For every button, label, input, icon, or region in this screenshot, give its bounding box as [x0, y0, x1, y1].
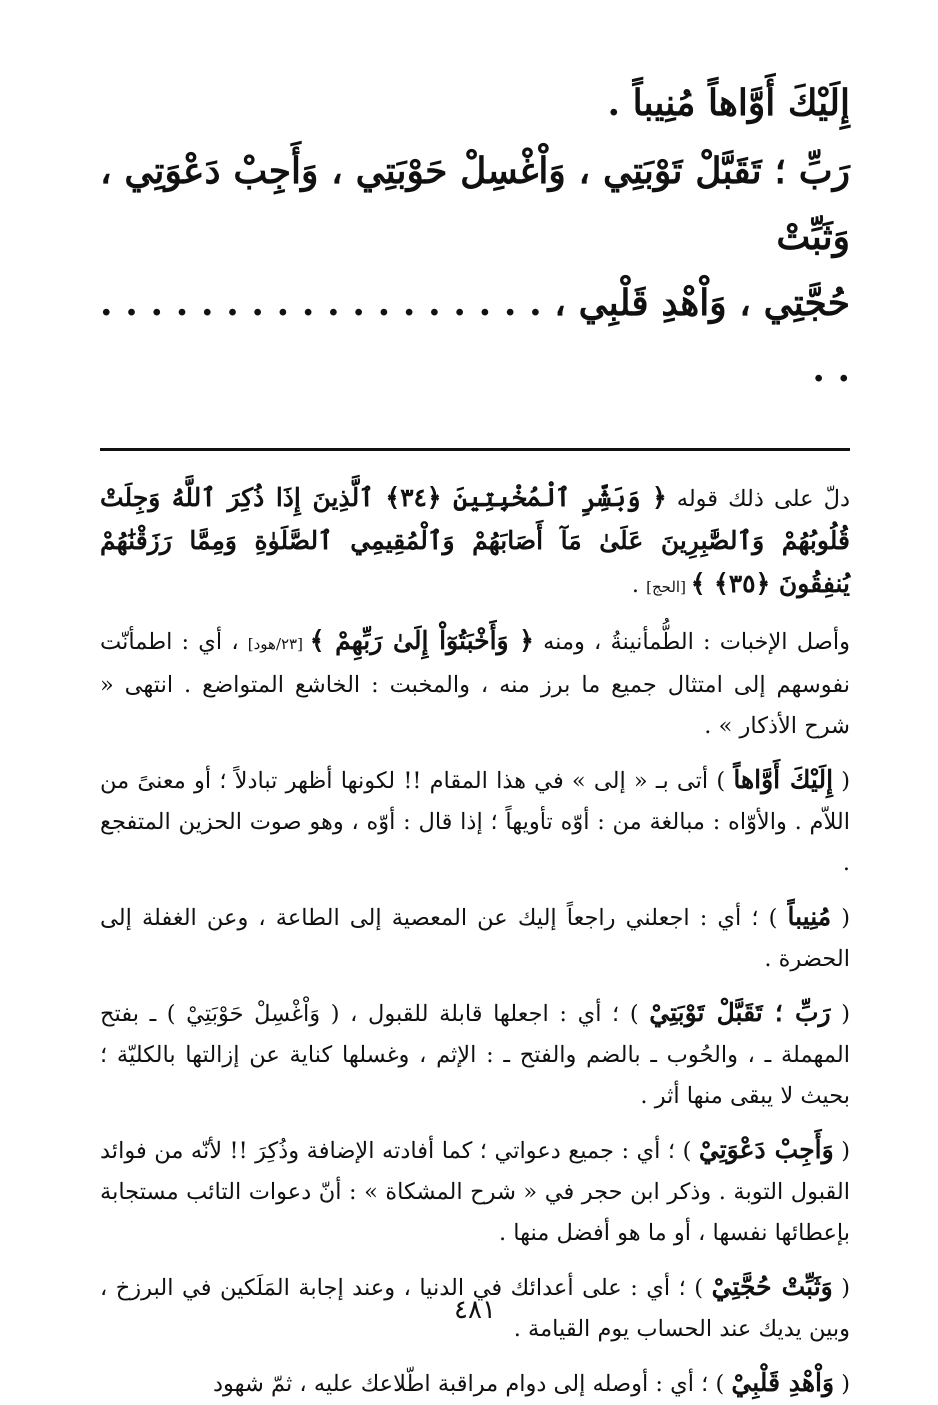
- paragraph-text: ) ؛ أي : على أعدائك في الدنيا ، وعند إجابة المَلَكين في البرزخ ، وبين يديك عند الحساب يوم القيامة .: [100, 1275, 850, 1342]
- commentary-paragraph: [100, 1362, 850, 1405]
- paragraph-text: (: [832, 1275, 851, 1301]
- paragraph-text: وأصل الإخبات : الطُّمأنينةُ ، ومنه: [533, 629, 850, 655]
- quoted-phrase: وَثَبِّتْ حُجَّتِيْ: [711, 1272, 833, 1301]
- paragraph-text: ) ؛ أي : اجعلها قابلة للقبول ، ( وَاْغْسِلْ حَوْبَتِيْ ) ـ بفتح المهملة ـ ، والحُوب ـ بالضم والفتح ـ : الإثم ، وغسلها كناية عن إزالتها بالكليّة ؛ بحيث لا يبقى منها أثر .: [100, 1001, 850, 1109]
- separator-rule: [100, 448, 850, 451]
- paragraph-text: ، أي : اطمأنّت نفوسهم إلى امتثال جميع ما برز منه ، والمخبت : الخاشع المتواضع . انتهى « شرح الأذكار » .: [100, 629, 850, 739]
- quoted-phrase: إِلَيْكَ أَوَّاهاً: [733, 765, 834, 794]
- paragraph-text: ) ؛ أي : جميع دعواتي ؛ كما أفادته الإضافة وذُكِرَ !! لأنّه من فوائد القبول التوبة . وذكر ابن حجر في « شرح المشكاة » : أنّ دعوات التائب مستجابة بإعطائها نفسها ، أو ما هو أفضل منها .: [100, 1138, 850, 1246]
- paragraph-text: ) ؛ أي : اجعلني راجعاً إليك عن المعصية إلى الطاعة ، وعن الغفلة إلى الحضرة .: [100, 905, 850, 972]
- quoted-phrase: وَاْهْدِ قَلْبِيْ: [731, 1368, 835, 1397]
- paragraph-text: .: [631, 572, 647, 598]
- quoted-phrase: مُنِيباً: [787, 902, 832, 931]
- paragraph-text: (: [833, 1138, 850, 1164]
- quoted-phrase: رَبِّ ؛ تَقَبَّلْ تَوْبَتِيْ: [649, 998, 831, 1027]
- main-text-line-2: رَبِّ ؛ تَقَبَّلْ تَوْبَتِي ، وَاْغْسِلْ حَوْبَتِي ، وَأَجِبْ دَعْوَتِي ، وَثَبِّتْ: [100, 150, 850, 258]
- commentary-paragraph: [100, 759, 850, 884]
- surah-reference: [٢٣/هود]: [247, 635, 310, 653]
- commentary-paragraph: [100, 896, 850, 980]
- page-number: ٤٨١: [454, 1295, 496, 1325]
- paragraph-text: (: [834, 1371, 850, 1397]
- commentary-paragraph: [100, 992, 850, 1117]
- surah-reference: [الحج]: [646, 578, 691, 596]
- quran-quote: ﴿ وَأَخْبَتُوٓاْ إِلَىٰ رَبِّهِمْ ﴾: [309, 626, 534, 655]
- quran-quote: ﴿ وَبَشِّرِ ٱلْمُخْبِتِينَ ﴿٣٤﴾ ٱلَّذِينَ إِذَا ذُكِرَ ٱللَّهُ وَجِلَتْ قُلُوبُهُمْ وَٱلصَّٰبِرِينَ عَلَىٰ مَآ أَصَابَهُمْ وَٱلْمُقِيمِي ٱلصَّلَوٰةِ وَمِمَّا رَزَقْنَٰهُمْ يُنفِقُونَ ﴿٣٥﴾ ﴾: [100, 483, 850, 598]
- page: [100, 70, 851, 1397]
- commentary-paragraph: [100, 1129, 850, 1254]
- paragraph-text: (: [831, 905, 850, 931]
- paragraph-text: دلّ على ذلك قوله: [666, 486, 850, 512]
- main-text-line-3: حُجَّتِي ، وَاْهْدِ قَلْبِي ، . . . . . . . . . . . . . . . . . . . .: [100, 282, 850, 390]
- commentary-paragraph: [100, 620, 850, 747]
- main-text-line-1: إِلَيْكَ أَوَّاهاً مُنِيباً .: [607, 82, 850, 124]
- paragraph-text: ) ؛ أي : أوصله إلى دوام مراقبة اطّلاعك عليه ، ثمّ شهود: [213, 1371, 732, 1397]
- commentary-paragraph: [100, 477, 850, 608]
- paragraph-text: (: [830, 1001, 850, 1027]
- paragraph-text: (: [833, 768, 850, 794]
- quoted-phrase: وَأَجِبْ دَعْوَتِيْ: [698, 1135, 834, 1164]
- paragraph-text: ) أتى بـ « إلى » في هذا المقام !! لكونها أظهر تبادلاً ؛ أو معنىً من اللاّم . والأوّاه : مبالغة من : أوّه تأويهاً ؛ إذا قال : أوّه ، وهو صوت الحزين المتفجع .: [100, 768, 850, 876]
